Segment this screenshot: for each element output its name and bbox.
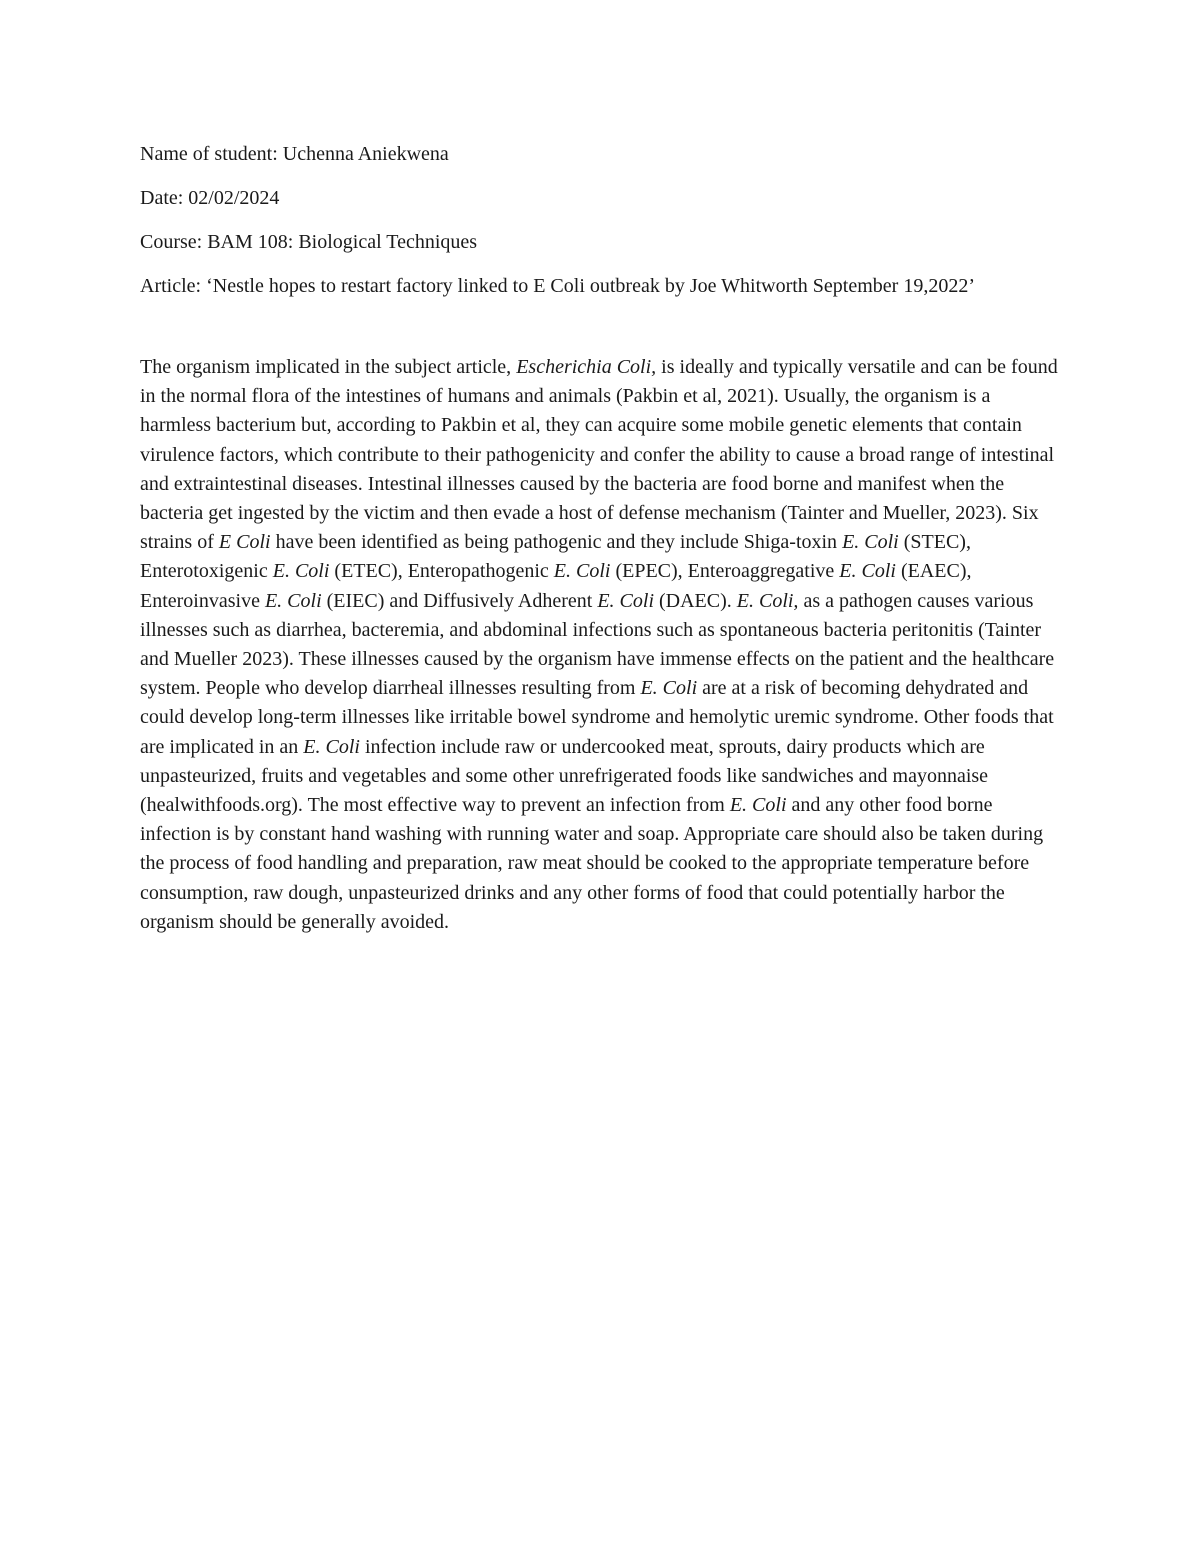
- organism-name-italic: E. Coli: [640, 677, 698, 700]
- body-text-run: (EIEC) and Diffusively Adherent: [321, 589, 598, 612]
- organism-name-italic: E. Coli: [839, 560, 896, 583]
- organism-name-italic: E. Coli: [842, 531, 899, 554]
- body-text-run: is ideally and typically versatile and can be found in the normal flora of the intestines of humans and animals (Pakbin et al, 2021). Usually, the organism is a harmless bacterium but, according to Pakbin et al, they can acquire some mobile genetic elements that contain virulence factors, which contribute to their pathogenicity and confer the ability to cause a broad range of intestinal and extraintestinal diseases. Intestinal illnesses caused by the bacteria are food borne and manifest when the bacteria get ingested by the victim and then evade a host of defense mechanism (Tainter and Mueller, 2023). Six strains of: [140, 356, 1058, 554]
- organism-name-italic: E. Coli,: [736, 589, 799, 612]
- body-text-run: (ETEC), Enteropathogenic: [329, 560, 554, 583]
- body-text-run: (EAEC), Enteroinvasive: [140, 560, 972, 612]
- document-page: [140, 140, 1060, 957]
- organism-name-italic: E. Coli: [553, 560, 611, 583]
- body-text-run: and any other food borne infection is by constant hand washing with running water and soap. Appropriate care should also be taken during the process of food handling and preparation, raw meat should be cooked to the appropriate temperature before consumption, raw dough, unpasteurized drinks and any other forms of food that could potentially harbor the organism should be generally avoided.: [140, 794, 1044, 933]
- organism-name-italic: E. Coli: [597, 589, 654, 612]
- organism-name-italic: E. Coli: [729, 794, 787, 817]
- body-text-run: (EPEC), Enteroaggregative: [610, 560, 840, 583]
- body-text-run: as a pathogen causes various illnesses such as diarrhea, bacteremia, and abdominal infections such as spontaneous bacteria peritonitis (Tainter and Mueller 2023). These illnesses caused by the organism have immense effects on the patient and the healthcare system. People who develop diarrheal illnesses resulting from: [140, 589, 1055, 700]
- body-text-run: have been identified as being pathogenic and they include Shiga-toxin: [270, 531, 843, 554]
- organism-name-italic: E Coli: [218, 531, 271, 554]
- article-line: Article: ‘Nestle hopes to restart factory linked to E Coli outbreak by Joe Whitworth September 19,2022’: [140, 275, 975, 297]
- date-line: Date: 02/02/2024: [140, 187, 280, 209]
- organism-name-italic: E. Coli: [264, 589, 322, 612]
- body-paragraph: [140, 353, 1060, 937]
- body-text-run: (DAEC).: [654, 589, 737, 612]
- body-text-run: are at a risk of becoming dehydrated and could develop long-term illnesses like irritable bowel syndrome and hemolytic uremic syndrome. Other foods that are implicated in an: [140, 677, 1054, 758]
- body-text-run: infection include raw or undercooked meat, sprouts, dairy products which are unpasteurized, fruits and vegetables and some other unrefrigerated foods like sandwiches and mayonnaise (healwithfoods.org). The most effective way to prevent an infection from: [140, 735, 989, 817]
- body-text-run: The organism implicated in the subject article,: [140, 356, 517, 378]
- organism-name-italic: E. Coli: [272, 560, 330, 583]
- organism-name-italic: E. Coli: [303, 735, 360, 758]
- course-line: Course: BAM 108: Biological Techniques: [140, 231, 478, 253]
- body-text-run: (STEC), Enterotoxigenic: [140, 531, 971, 583]
- student-name-line: Name of student: Uchenna Aniekwena: [140, 143, 449, 165]
- organism-name-italic: Escherichia Coli,: [516, 356, 657, 378]
